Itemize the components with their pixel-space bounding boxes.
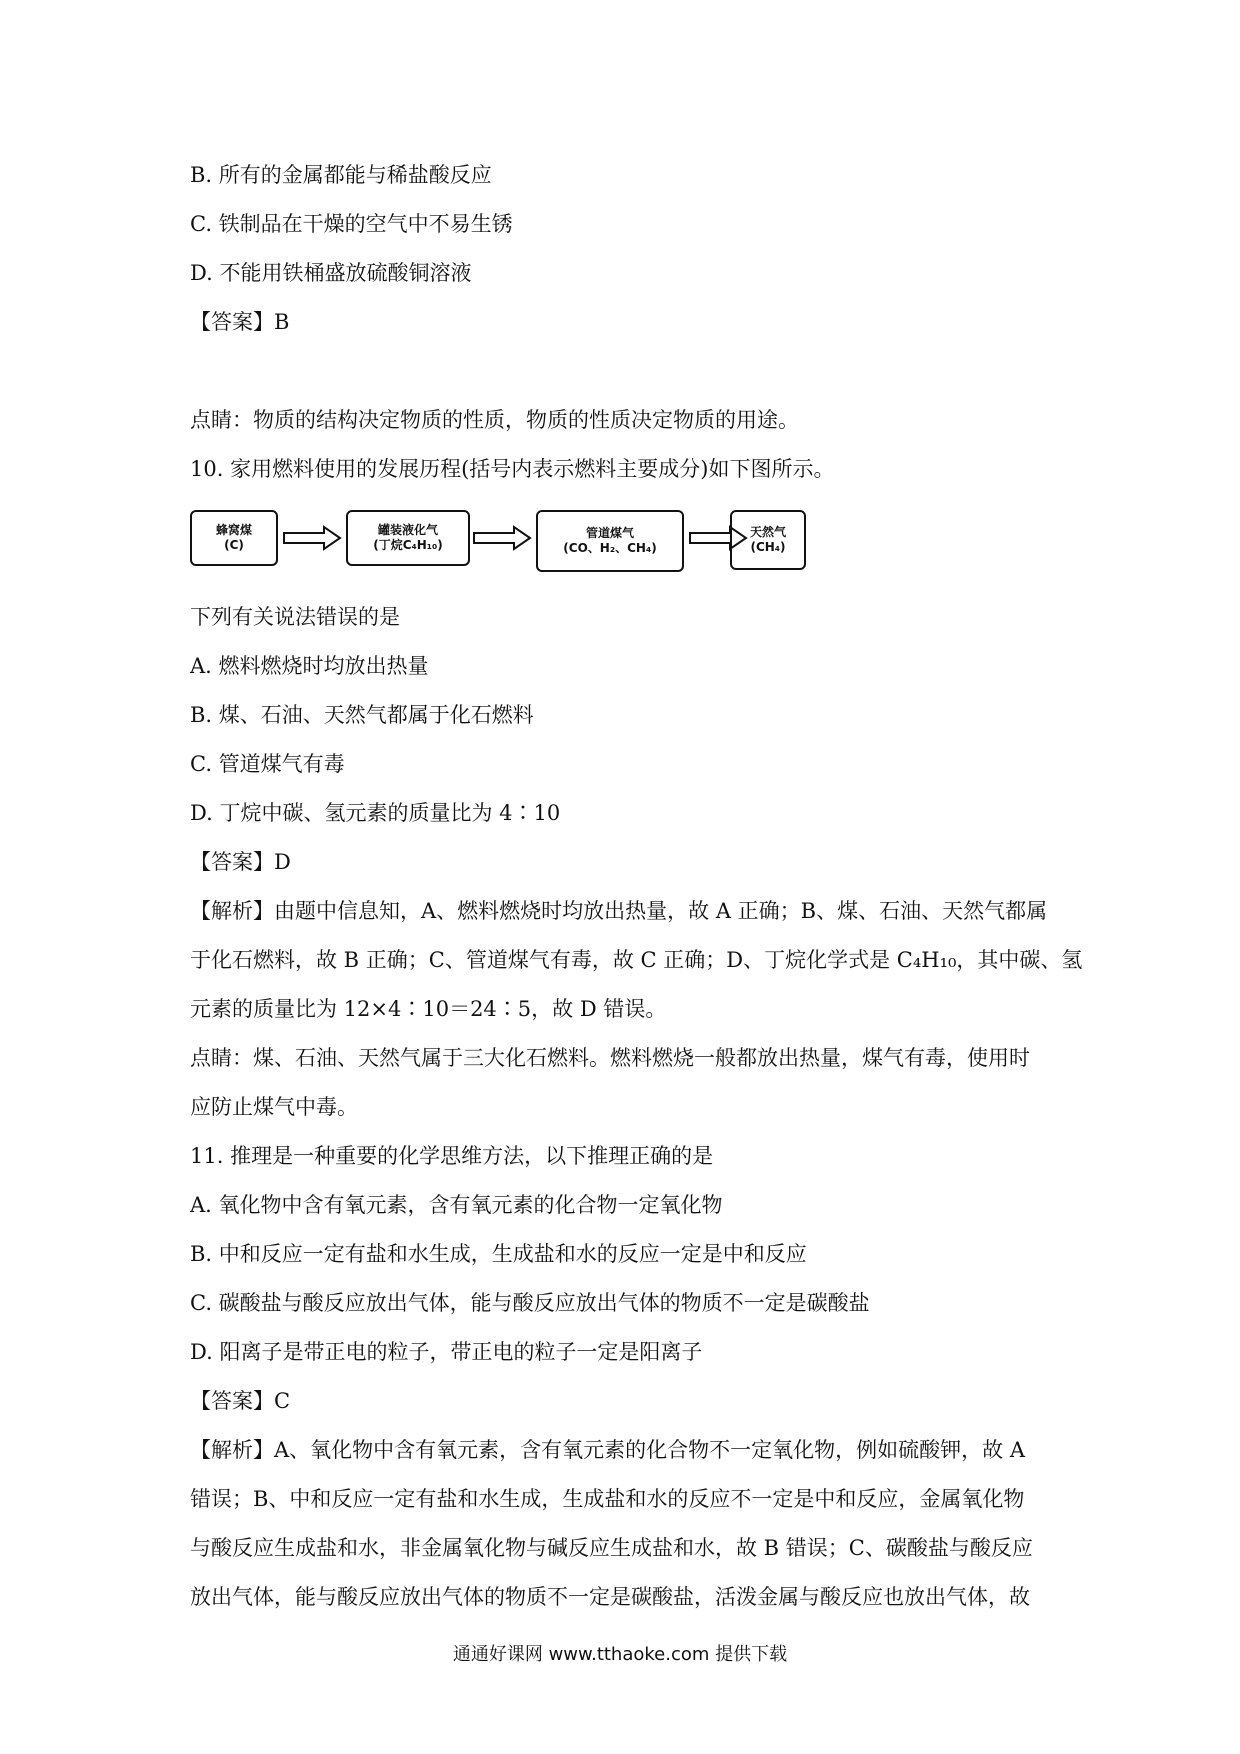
option-b-q9: B. 所有的金属都能与稀盐酸反应 xyxy=(190,163,492,187)
analysis-q10-line1: 【解析】由题中信息知，A、燃料燃烧时均放出热量，故 A 正确；B、煤、石油、天然气都属 xyxy=(190,899,1048,923)
option-a-q11: A. 氧化物中含有氧元素，含有氧元素的化合物一定氧化物 xyxy=(190,1193,723,1217)
question-10-stem: 10. 家用燃料使用的发展历程(括号内表示燃料主要成分)如下图所示。 xyxy=(190,457,835,481)
tip-q10-line2: 应防止煤气中毒。 xyxy=(190,1095,358,1119)
answer-q11: 【答案】C xyxy=(190,1389,291,1413)
flow-box-label: 罐装液化气 xyxy=(377,523,438,537)
option-d-q10: D. 丁烷中碳、氢元素的质量比为 4∶10 xyxy=(190,801,561,825)
arrow-icon xyxy=(282,524,342,552)
option-c-q10: C. 管道煤气有毒 xyxy=(190,752,345,776)
flow-box-briquette xyxy=(190,510,278,566)
option-c-q9: C. 铁制品在干燥的空气中不易生锈 xyxy=(190,212,513,236)
option-d-q9: D. 不能用铁桶盛放硫酸铜溶液 xyxy=(190,261,472,285)
flow-box-formula: (CO、H₂、CH₄) xyxy=(563,541,657,555)
option-d-q11: D. 阳离子是带正电的粒子，带正电的粒子一定是阳离子 xyxy=(190,1340,703,1364)
answer-q9: 【答案】B xyxy=(190,310,290,334)
flow-box-lpg xyxy=(346,510,470,566)
question-10-prompt: 下列有关说法错误的是 xyxy=(190,605,400,629)
question-11-stem: 11. 推理是一种重要的化学思维方法，以下推理正确的是 xyxy=(190,1144,714,1168)
flow-box-label: 天然气 xyxy=(749,525,786,539)
option-b-q10: B. 煤、石油、天然气都属于化石燃料 xyxy=(190,703,534,727)
analysis-q11-line4: 放出气体，能与酸反应放出气体的物质不一定是碳酸盐，活泼金属与酸反应也放出气体，故 xyxy=(190,1585,1030,1609)
flow-box-label: 管道煤气 xyxy=(585,526,634,540)
answer-q10: 【答案】D xyxy=(190,850,291,874)
flow-box-natural-gas xyxy=(730,510,806,570)
analysis-q11-line1: 【解析】A、氧化物中含有氧元素，含有氧元素的化合物不一定氧化物，例如硫酸钾，故 A xyxy=(190,1438,1026,1462)
option-c-q11: C. 碳酸盐与酸反应放出气体，能与酸反应放出气体的物质不一定是碳酸盐 xyxy=(190,1291,870,1315)
flow-box-label: 蜂窝煤 xyxy=(215,523,252,537)
analysis-q11-line3: 与酸反应生成盐和水，非金属氧化物与碱反应生成盐和水，故 B 错误；C、碳酸盐与酸反应 xyxy=(190,1536,1033,1560)
analysis-q10-line3: 元素的质量比为 12×4∶10＝24∶5，故 D 错误。 xyxy=(190,997,667,1021)
tip-q10-line1: 点睛：煤、石油、天然气属于三大化石燃料。燃料燃烧一般都放出热量，煤气有毒，使用时 xyxy=(190,1046,1030,1070)
analysis-q10-line2: 于化石燃料，故 B 正确；C、管道煤气有毒，故 C 正确；D、丁烷化学式是 C₄H₁₀，其中碳、氢 xyxy=(190,948,1083,972)
flow-box-formula: (CH₄) xyxy=(750,540,786,554)
flow-box-formula: (C) xyxy=(224,538,244,552)
analysis-q11-line2: 错误；B、中和反应一定有盐和水生成，生成盐和水的反应不一定是中和反应，金属氧化物 xyxy=(190,1487,1025,1511)
option-b-q11: B. 中和反应一定有盐和水生成，生成盐和水的反应一定是中和反应 xyxy=(190,1242,807,1266)
flow-box-formula: (丁烷C₄H₁₀) xyxy=(373,538,443,552)
tip-q9: 点睛：物质的结构决定物质的性质，物质的性质决定物质的用途。 xyxy=(190,408,799,432)
page-footer: 通通好课网 www.tthaoke.com 提供下载 xyxy=(452,1644,788,1665)
fuel-history-diagram xyxy=(190,510,810,576)
option-a-q10: A. 燃料燃烧时均放出热量 xyxy=(190,654,429,678)
flow-box-pipeline-gas xyxy=(536,510,684,572)
arrow-icon xyxy=(472,524,532,552)
